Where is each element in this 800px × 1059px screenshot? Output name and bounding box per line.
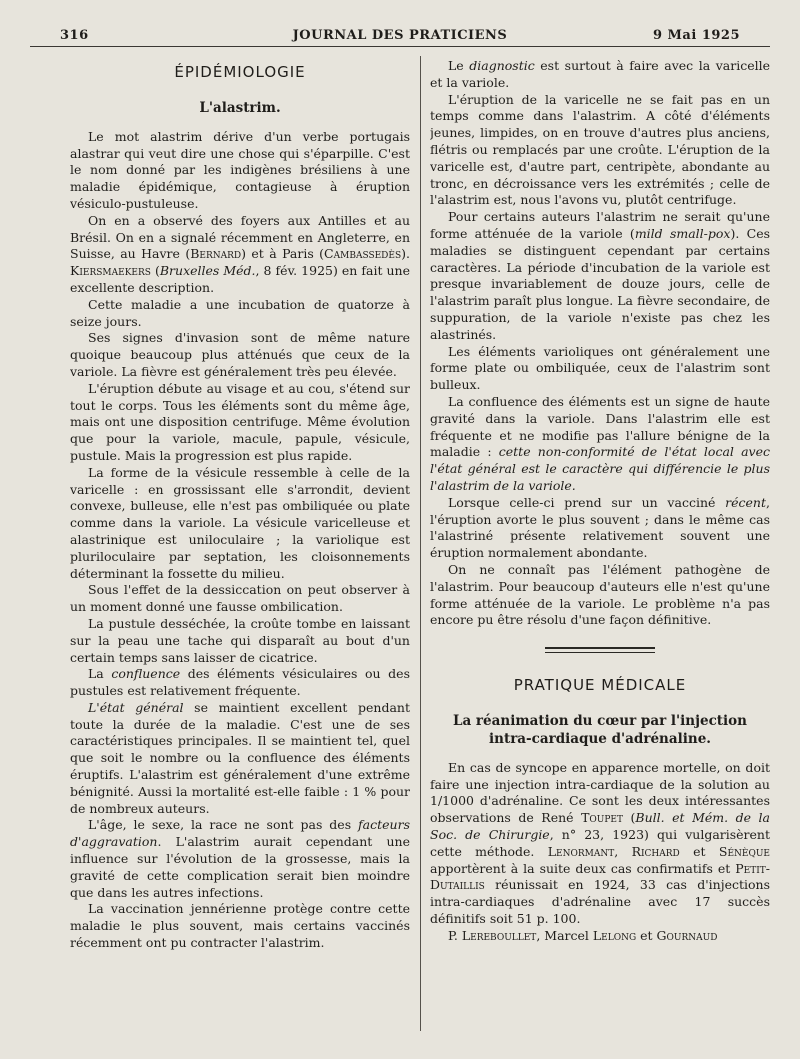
page-header bbox=[30, 26, 770, 47]
paragraph: Le diagnostic est surtout à faire avec la varicelle et la variole. bbox=[430, 58, 770, 90]
section-separator bbox=[545, 647, 655, 653]
paragraph: La confluence des éléments est un signe de haute gravité dans la variole. Dans l'alastrim elle est fréquente et ne modifie pas l'allure bénigne de la maladie : cette non-conformité de l'état local avec l'état général est le caractère qui différencie le plus l'alastrim de la variole. bbox=[430, 393, 770, 493]
signature: P. Lereboullet, Marcel Lelong et Gournaud bbox=[448, 927, 718, 943]
journal-title: JOURNAL DES PRATICIENS bbox=[292, 28, 508, 43]
paragraph: On ne connaît pas l'élément pathogène de l'alastrim. Pour beaucoup d'auteurs elle n'est qu'une forme atténuée de la variole. Le problème n'a pas encore pu être résolu d'une façon définitive. bbox=[430, 561, 770, 628]
paragraph: La confluence des éléments vésiculaires ou des pustules est relativement fréquente. bbox=[70, 666, 410, 699]
paragraph: L'éruption de la varicelle ne se fait pas en un temps comme dans l'alastrim. A côté d'éléments jeunes, limpides, on en trouve d'autres plus anciens, flétris ou remplacés par une croûte. L'éruption de la varicelle est, d'autre part, centripète, abondante au tronc, en décroissance vers les extrémités ; celle de l'alastrim est, nous l'avons vu, plutôt centrifuge. bbox=[430, 91, 770, 208]
right-column bbox=[430, 58, 770, 1048]
paragraph: La forme de la vésicule ressemble à celle de la varicelle : en grossissant elle s'arrondit, devient convexe, bulleuse, elle n'est pas ombiliquée ou plate comme dans la variole. La vésicule varicelleuse et alastrinique est uniloculaire ; la variolique est pluriloculaire par septation, les cloisonnements déterminant la fossette du milieu. bbox=[70, 464, 410, 581]
paragraph: L'état général se maintient excellent pendant toute la durée de la maladie. C'est une de ses caractéristiques principales. Il se maintient tel, quel que soit le nombre ou la confluence des éléments éruptifs. L'alastrim est généralement d'une extrême bénignité. Aussi la mortalité est-elle faible : 1 % pour de nombreux auteurs. bbox=[70, 699, 410, 816]
column-divider bbox=[420, 56, 421, 1031]
paragraph: L'éruption débute au visage et au cou, s'étend sur tout le corps. Tous les éléments sont du même âge, mais ont une disposition centrifuge. Même évolution que pour la variole, macule, papule, vésicule, pustule. Mais la progression est plus rapide. bbox=[70, 380, 410, 463]
paragraph: Le mot alastrim dérive d'un verbe portugais alastrar qui veut dire une chose qui s'éparpille. C'est le nom donné par les indigènes brésiliens à une maladie épidémique, contagieuse à éruption vésiculo-pustuleuse. bbox=[70, 128, 410, 211]
paragraph: Cette maladie a une incubation de quatorze à seize jours. bbox=[70, 296, 410, 329]
paragraph: On en a observé des foyers aux Antilles et au Brésil. On en a signalé récemment en Angleterre, en Suisse, au Havre (Bernard) et à Paris (Cambassedès). Kiersmaekers (Bruxelles Méd., 8 fév. 1925) en fait une excellente description. bbox=[70, 212, 410, 295]
page-number: 316 bbox=[60, 28, 89, 43]
paragraph: Pour certains auteurs l'alastrim ne serait qu'une forme atténuée de la variole (mild small-pox). Ces maladies se distinguent cependant par certains caractères. La période d'incubation de la variole est presque invariablement de douze jours, celle de l'alastrim paraît plus longue. La fièvre secondaire, de suppuration, de la variole n'existe pas chez les alastrinés. bbox=[430, 209, 770, 342]
left-column bbox=[70, 58, 410, 1048]
paragraph: La vaccination jennérienne protège contre cette maladie le plus souvent, mais certains vaccinés récemment ont pu contracter l'alastrim. bbox=[70, 901, 410, 951]
issue-date: 9 Mai 1925 bbox=[652, 28, 740, 43]
article-title-reanimation: La réanimation du cœur par l'injection intra-cardiaque d'adrénaline. bbox=[452, 712, 747, 747]
paragraph: Ses signes d'invasion sont de même nature quoique beaucoup plus atténués que ceux de la variole. La fièvre est généralement très peu élevée. bbox=[70, 330, 410, 379]
paragraph: L'âge, le sexe, la race ne sont pas des facteurs d'aggravation. L'alastrim aurait cependant une influence sur l'évolution de la grossesse, mais la gravité de cette complication serait bien moindre que dans les autres infections. bbox=[70, 817, 410, 900]
paragraph: La pustule desséchée, la croûte tombe en laissant sur la peau une tache qui disparaît au bout d'un certain temps sans laisser de cicatrice. bbox=[70, 615, 410, 665]
section-heading-epidemiologie: ÉPIDÉMIOLOGIE bbox=[174, 63, 306, 81]
paragraph: Sous l'effet de la dessiccation on peut observer à un moment donné une fausse ombilication. bbox=[70, 582, 410, 615]
paragraph: Lorsque celle-ci prend sur un vacciné récent, l'éruption avorte le plus souvent ; dans le même cas l'alastriné présente relativement souvent une éruption normalement abondante. bbox=[430, 494, 770, 561]
article-title-alastrim: L'alastrim. bbox=[199, 99, 281, 116]
section-heading-pratique-medicale: PRATIQUE MÉDICALE bbox=[513, 676, 687, 695]
paragraph: Les éléments varioliques ont généralement une forme plate ou ombiliquée, ceux de l'alastrim sont bulleux. bbox=[430, 343, 770, 393]
paragraph: En cas de syncope en apparence mortelle, on doit faire une injection intra-cardiaque de la solution au 1/1000 d'adrénaline. Ce sont les deux intéressantes observations de René Toupet (Bull. et Mém. de la Soc. de Chirurgie, n° 23, 1923) qui vulgarisèrent cette méthode. Lenormant, Richard et Sénèque apportèrent à la suite deux cas confirmatifs et Petit-Dutaillis réunissait en 1924, 33 cas d'injections intra-cardiaques d'adrénaline avec 17 succès définitifs soit 51 p. 100. bbox=[430, 759, 770, 927]
